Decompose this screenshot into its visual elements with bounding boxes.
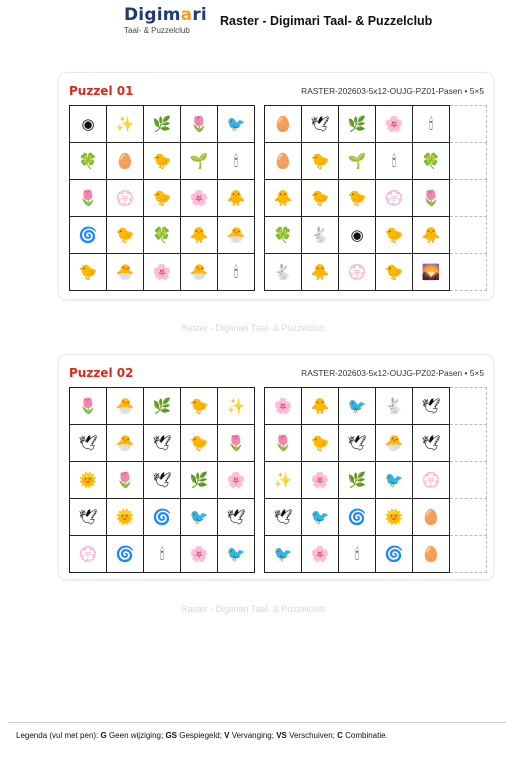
symbol-cell: 🐤 bbox=[181, 425, 218, 462]
grid-row bbox=[265, 536, 487, 573]
symbol-cell: 🐦 bbox=[339, 388, 376, 425]
symbol-cell: ◉ bbox=[70, 106, 107, 143]
symbol-cell: 🐤 bbox=[302, 180, 339, 217]
symbol-cell: 🐦 bbox=[302, 499, 339, 536]
legend-code: GS bbox=[165, 731, 177, 740]
symbol-cell: 🕊 bbox=[70, 425, 107, 462]
symbol-cell: 🌷 bbox=[181, 106, 218, 143]
puzzle-code: RASTER-202603-5x12-OUJG-PZ02-Pasen • 5×5 bbox=[301, 368, 484, 378]
right-grid bbox=[264, 387, 487, 573]
logo-wordmark: Digimari bbox=[124, 5, 207, 25]
symbol-cell: 🐤 bbox=[144, 180, 181, 217]
symbol-cell: ✨ bbox=[218, 388, 255, 425]
symbol-cell: 🌞 bbox=[70, 462, 107, 499]
watermark: Raster - Digimari Taal- & Puzzelclub bbox=[181, 323, 325, 333]
symbol-cell: 🐤 bbox=[302, 143, 339, 180]
symbol-cell: 🍀 bbox=[265, 217, 302, 254]
symbol-cell: 🕊 bbox=[302, 106, 339, 143]
legend-label: Geen wijziging; bbox=[106, 731, 166, 740]
symbol-cell: 💮 bbox=[376, 180, 413, 217]
symbol-cell: ◉ bbox=[339, 217, 376, 254]
symbol-cell: 🍀 bbox=[144, 217, 181, 254]
left-grid bbox=[69, 387, 255, 573]
symbol-cell: 🥚 bbox=[265, 143, 302, 180]
legend bbox=[16, 731, 388, 740]
symbol-cell: 🐦 bbox=[181, 499, 218, 536]
right-grid bbox=[264, 105, 487, 291]
symbol-cell: 🐣 bbox=[218, 217, 255, 254]
symbol-cell: 🐤 bbox=[302, 425, 339, 462]
symbol-cell: 🌸 bbox=[376, 106, 413, 143]
symbol-cell: 🌷 bbox=[265, 425, 302, 462]
legend-divider bbox=[8, 722, 506, 723]
symbol-cell: 🐥 bbox=[265, 180, 302, 217]
grid-row bbox=[265, 388, 487, 425]
symbol-cell: 🐣 bbox=[376, 425, 413, 462]
symbol-cell: 🌸 bbox=[218, 462, 255, 499]
symbol-cell: 💮 bbox=[70, 536, 107, 573]
symbol-cell: 🕊 bbox=[413, 388, 450, 425]
legend-label: Verschuiven; bbox=[286, 731, 338, 740]
symbol-cell: 🌱 bbox=[181, 143, 218, 180]
answer-cell[interactable] bbox=[450, 143, 487, 180]
watermark: Raster - Digimari Taal- & Puzzelclub bbox=[181, 604, 325, 614]
symbol-cell: 💮 bbox=[339, 254, 376, 291]
symbol-cell: 🐇 bbox=[302, 217, 339, 254]
symbol-cell: 🐇 bbox=[265, 254, 302, 291]
symbol-cell: 🐦 bbox=[376, 462, 413, 499]
symbol-cell: 🐥 bbox=[302, 254, 339, 291]
symbol-cell: 🍀 bbox=[70, 143, 107, 180]
symbol-cell: 🌷 bbox=[70, 388, 107, 425]
symbol-cell: 🌷 bbox=[70, 180, 107, 217]
symbol-cell: 🐤 bbox=[339, 180, 376, 217]
grid-row bbox=[265, 143, 487, 180]
grid-row bbox=[265, 106, 487, 143]
symbol-cell: 🕯 bbox=[339, 536, 376, 573]
symbol-cell: ✨ bbox=[265, 462, 302, 499]
symbol-cell: 🌀 bbox=[70, 217, 107, 254]
answer-cell[interactable] bbox=[450, 536, 487, 573]
answer-cell[interactable] bbox=[450, 425, 487, 462]
symbol-cell: 🐥 bbox=[413, 217, 450, 254]
symbol-cell: 💮 bbox=[413, 462, 450, 499]
symbol-cell: 🌷 bbox=[413, 180, 450, 217]
symbol-cell: 🐤 bbox=[144, 143, 181, 180]
symbol-cell: 🐦 bbox=[265, 536, 302, 573]
symbol-cell: 🌿 bbox=[339, 462, 376, 499]
legend-code: G bbox=[100, 731, 107, 740]
symbol-cell: 🐥 bbox=[218, 180, 255, 217]
legend-code: VS bbox=[276, 731, 287, 740]
symbol-cell: 🕊 bbox=[144, 462, 181, 499]
symbol-cell: 🐦 bbox=[218, 536, 255, 573]
grid-row bbox=[265, 180, 487, 217]
symbol-cell: 🕯 bbox=[376, 143, 413, 180]
legend-label: Combinatie. bbox=[342, 731, 388, 740]
answer-cell[interactable] bbox=[450, 217, 487, 254]
left-grid bbox=[69, 105, 255, 291]
grid-row bbox=[70, 217, 255, 254]
symbol-cell: 🌞 bbox=[107, 499, 144, 536]
legend-label: Vervanging; bbox=[229, 731, 277, 740]
symbol-cell: 🕊 bbox=[218, 499, 255, 536]
symbol-cell: 🥚 bbox=[413, 536, 450, 573]
symbol-cell: 🐤 bbox=[181, 388, 218, 425]
grid-row bbox=[70, 254, 255, 291]
symbol-cell: 🐦 bbox=[218, 106, 255, 143]
symbol-cell: 🌸 bbox=[144, 254, 181, 291]
symbol-cell: 🌸 bbox=[265, 388, 302, 425]
symbol-cell: 🌸 bbox=[181, 180, 218, 217]
grid-row bbox=[265, 462, 487, 499]
symbol-cell: 🐥 bbox=[181, 217, 218, 254]
symbol-cell: 🐤 bbox=[107, 217, 144, 254]
page-header bbox=[0, 0, 506, 44]
grid-row bbox=[70, 180, 255, 217]
legend-intro: Legenda (vul met pen): bbox=[16, 731, 101, 740]
grid-row bbox=[265, 425, 487, 462]
symbol-cell: 🥚 bbox=[265, 106, 302, 143]
answer-cell[interactable] bbox=[450, 388, 487, 425]
symbol-cell: 🐥 bbox=[302, 388, 339, 425]
symbol-cell: 🐤 bbox=[376, 254, 413, 291]
symbol-cell: 🥚 bbox=[413, 499, 450, 536]
symbol-cell: 🐣 bbox=[107, 254, 144, 291]
symbol-cell: ✨ bbox=[107, 106, 144, 143]
symbol-cell: 🍀 bbox=[413, 143, 450, 180]
symbol-cell: 🕊 bbox=[413, 425, 450, 462]
symbol-cell: 🐣 bbox=[107, 425, 144, 462]
symbol-cell: 🕊 bbox=[144, 425, 181, 462]
symbol-cell: 🕯 bbox=[218, 143, 255, 180]
answer-cell[interactable] bbox=[450, 106, 487, 143]
symbol-cell: 🌀 bbox=[144, 499, 181, 536]
legend-code: C bbox=[337, 731, 343, 740]
symbol-cell: 🐤 bbox=[376, 217, 413, 254]
symbol-cell: 🌷 bbox=[218, 425, 255, 462]
puzzle-card bbox=[58, 354, 494, 580]
grid-row bbox=[70, 499, 255, 536]
symbol-cell: 🌀 bbox=[107, 536, 144, 573]
puzzle-card bbox=[58, 72, 494, 300]
symbol-cell: 🕯 bbox=[218, 254, 255, 291]
symbol-cell: 🐣 bbox=[181, 254, 218, 291]
answer-cell[interactable] bbox=[450, 180, 487, 217]
symbol-cell: 🌀 bbox=[339, 499, 376, 536]
answer-cell[interactable] bbox=[450, 254, 487, 291]
symbol-cell: 🌸 bbox=[302, 462, 339, 499]
symbol-cell: 🌷 bbox=[107, 462, 144, 499]
grid-row bbox=[70, 462, 255, 499]
symbol-cell: 🌿 bbox=[339, 106, 376, 143]
symbol-cell: 🕊 bbox=[265, 499, 302, 536]
puzzle-title: Puzzel 01 bbox=[69, 84, 134, 98]
grid-row bbox=[265, 499, 487, 536]
symbol-cell: 🌄 bbox=[413, 254, 450, 291]
symbol-cell: 🐣 bbox=[107, 388, 144, 425]
answer-cell[interactable] bbox=[450, 499, 487, 536]
answer-cell[interactable] bbox=[450, 462, 487, 499]
grid-row bbox=[70, 388, 255, 425]
symbol-cell: 🌞 bbox=[376, 499, 413, 536]
grid-row bbox=[265, 217, 487, 254]
logo bbox=[124, 5, 207, 35]
logo-subtitle: Taal- & Puzzelclub bbox=[124, 26, 190, 35]
grid-row bbox=[70, 425, 255, 462]
grid-row bbox=[70, 536, 255, 573]
puzzle-title: Puzzel 02 bbox=[69, 366, 134, 380]
symbol-cell: 🐤 bbox=[70, 254, 107, 291]
symbol-cell: 💮 bbox=[107, 180, 144, 217]
symbol-cell: 🌿 bbox=[144, 106, 181, 143]
symbol-cell: 🐇 bbox=[376, 388, 413, 425]
symbol-cell: 🕊 bbox=[339, 425, 376, 462]
symbol-cell: 🌸 bbox=[302, 536, 339, 573]
symbol-cell: 🌱 bbox=[339, 143, 376, 180]
symbol-cell: 🌀 bbox=[376, 536, 413, 573]
legend-code: V bbox=[224, 731, 230, 740]
puzzle-code: RASTER-202603-5x12-OUJG-PZ01-Pasen • 5×5 bbox=[301, 86, 484, 96]
grid-row bbox=[265, 254, 487, 291]
grid-row bbox=[70, 143, 255, 180]
symbol-cell: 🌿 bbox=[181, 462, 218, 499]
document-title: Raster - Digimari Taal- & Puzzelclub bbox=[220, 14, 433, 28]
symbol-cell: 🌿 bbox=[144, 388, 181, 425]
grid-row bbox=[70, 106, 255, 143]
legend-label: Gespiegeld; bbox=[177, 731, 225, 740]
symbol-cell: 🌸 bbox=[181, 536, 218, 573]
symbol-cell: 🕯 bbox=[144, 536, 181, 573]
symbol-cell: 🥚 bbox=[107, 143, 144, 180]
symbol-cell: 🕊 bbox=[70, 499, 107, 536]
symbol-cell: 🕯 bbox=[413, 106, 450, 143]
